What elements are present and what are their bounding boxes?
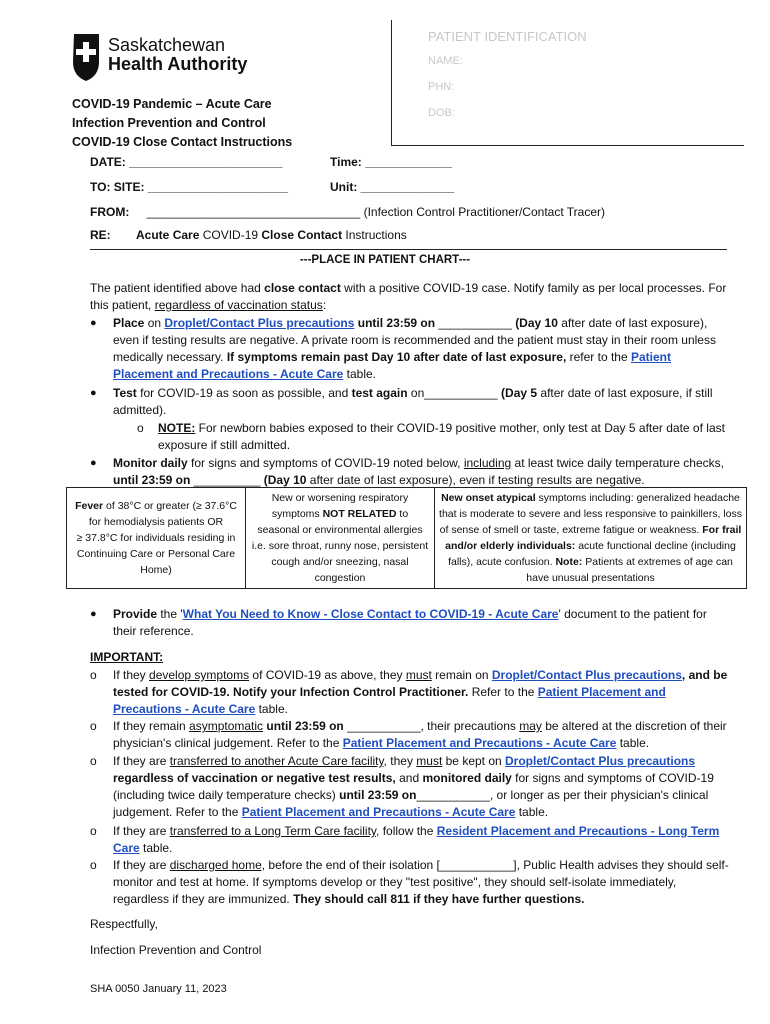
symptom-atypical: New onset atypical symptoms including: generalized headache that is moderate to severe and less responsive to painkillers, loss of sense of smell or taste, extreme fatigue or weakness. For frail and/or elderly individuals: acute functional decline (including falls), acute confusion. Note: Patients at extremes of age can have unusual presentations bbox=[435, 488, 747, 589]
link-patient-placement[interactable]: Patient Placement and Precautions - Acute Care bbox=[113, 685, 666, 716]
logo-line1: Saskatchewan bbox=[108, 35, 226, 55]
bullet-marker: ● bbox=[90, 608, 97, 620]
patient-dob-label: DOB: bbox=[428, 107, 455, 119]
symptom-respiratory: New or worsening respiratory symptoms NOT RELATED to seasonal or environmental allergies i.e. sore throat, runny nose, persistent cough and/or sneezing, nasal congestion bbox=[246, 488, 435, 589]
link-patient-placement[interactable]: Patient Placement and Precautions - Acute Care bbox=[113, 350, 671, 381]
link-droplet-contact[interactable]: Droplet/Contact Plus precautions bbox=[491, 668, 682, 682]
bullet-marker: ● bbox=[90, 317, 97, 329]
link-what-you-need-to-know[interactable]: What You Need to Know - Close Contact to COVID-19 - Acute Care bbox=[182, 607, 559, 621]
link-droplet-contact[interactable]: Droplet/Contact Plus precautions bbox=[505, 754, 696, 768]
time-field: Time: _____________ bbox=[330, 155, 452, 169]
patient-name-label: NAME: bbox=[428, 55, 463, 67]
document-heading bbox=[72, 95, 292, 152]
re-row bbox=[90, 228, 407, 242]
important-title: IMPORTANT: bbox=[90, 650, 164, 664]
heading-line3: COVID-19 Close Contact Instructions bbox=[72, 135, 293, 149]
heading-line1: COVID-19 Pandemic – Acute Care bbox=[72, 97, 272, 111]
re-label: RE: bbox=[90, 228, 111, 242]
site-field: TO: SITE: _____________________ bbox=[90, 180, 288, 194]
link-droplet-contact[interactable]: Droplet/Contact Plus precautions bbox=[164, 316, 355, 330]
patient-phn-label: PHN: bbox=[428, 81, 455, 93]
sub-marker: o bbox=[137, 421, 144, 435]
link-patient-placement[interactable]: Patient Placement and Precautions - Acute Care bbox=[241, 805, 516, 819]
bullet-marker: ● bbox=[90, 387, 97, 399]
link-patient-placement[interactable]: Patient Placement and Precautions - Acute Care bbox=[342, 736, 617, 750]
heading-line2: Infection Prevention and Control bbox=[72, 116, 266, 130]
intro-paragraph: The patient identified above had close contact with a positive COVID-19 case. Notify family as per local processes. For this patient, regardless of vaccination status: bbox=[90, 281, 727, 312]
sha-logo-mark bbox=[70, 32, 103, 82]
link-resident-placement[interactable]: Resident Placement and Precautions - Long Term Care bbox=[113, 824, 720, 855]
chart-title: ---PLACE IN PATIENT CHART--- bbox=[299, 254, 471, 266]
symptoms-table bbox=[66, 487, 747, 589]
from-label: FROM: bbox=[90, 205, 130, 219]
footer-form-id: SHA 0050 January 11, 2023 bbox=[90, 983, 227, 995]
from-row bbox=[90, 205, 605, 219]
from-value: ________________________________ (Infection Control Practitioner/Contact Tracer) bbox=[146, 205, 605, 219]
divider bbox=[90, 249, 727, 250]
date-field: DATE: _______________________ bbox=[90, 155, 283, 169]
closing-respectfully: Respectfully, bbox=[90, 917, 158, 931]
symptom-fever: Fever of 38°C or greater (≥ 37.6°C for hemodialysis patients OR ≥ 37.8°C for individuals residing in Continuing Care or Personal Care Home) bbox=[67, 488, 246, 589]
unit-field: Unit: ______________ bbox=[330, 180, 455, 194]
sha-logo-text bbox=[108, 36, 247, 74]
patient-id-title: PATIENT IDENTIFICATION bbox=[428, 29, 587, 44]
logo-line2: Health Authority bbox=[108, 54, 248, 74]
closing-department: Infection Prevention and Control bbox=[90, 943, 262, 957]
re-value: Acute Care COVID-19 Close Contact Instructions bbox=[136, 228, 407, 242]
bullet-marker: ● bbox=[90, 457, 97, 469]
